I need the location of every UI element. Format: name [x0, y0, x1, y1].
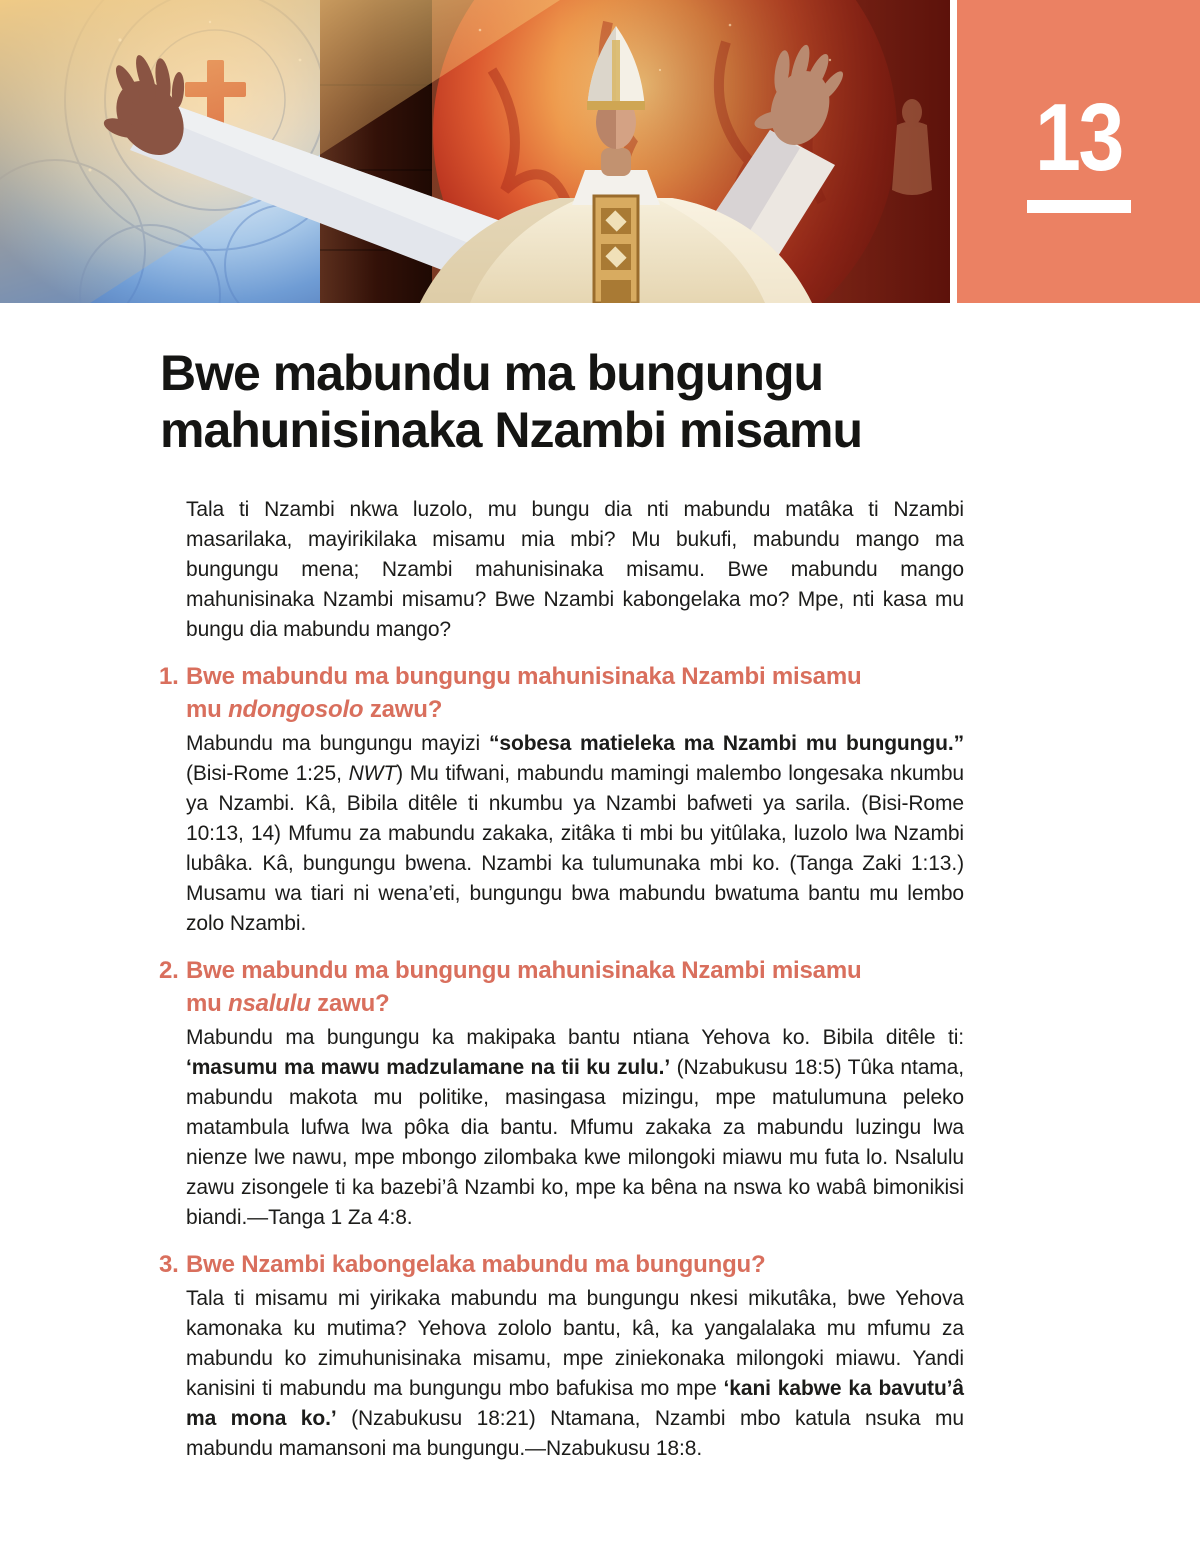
section-1-paragraph: Mabundu ma bungungu mayizi “sobesa matieleka ma Nzambi mu bungungu.” (Bisi-Rome 1:25, NWT) Mu tifwani, mabundu mamingi malembo longesaka nkumbu ya Nzambi. Kâ, Bibila ditêle ti nkumbu ya Nzambi bafweti ya sarila. (Bisi-Rome 10:13, 14) Mfumu za mabundu zakaka, zitâka ti mbi bu yitûlaka, luzolo lwa Nzambi lubâka. Kâ, bungungu bwena. Nzambi ka tulumunaka mbi ko. (Tanga Zaki 1:13.) Musamu wa tiari ni wena’eti, bungungu bwa mabundu bwatuma bantu mu lembo zolo Nzambi. [186, 732, 964, 935]
section-2-heading-line2: mu nsalulu zawu? [186, 990, 390, 1017]
section-2 [159, 954, 964, 1233]
section-3-number: 3. [159, 1251, 179, 1278]
header-photo [0, 0, 950, 303]
page-title-line2: mahunisinaka Nzambi misamu [160, 402, 863, 458]
section-1-number: 1. [159, 663, 179, 690]
page-title [160, 345, 963, 459]
section-1 [159, 660, 964, 939]
section-3-heading-line1: Bwe Nzambi kabongelaka mabundu ma bungungu? [186, 1251, 766, 1278]
lesson-content [159, 495, 964, 1464]
chapter-underline [1027, 200, 1131, 213]
section-2-number: 2. [159, 957, 179, 984]
intro-paragraph: Tala ti Nzambi nkwa luzolo, mu bungu dia nti mabundu matâka ti Nzambi masarilaka, mayirikilaka misamu mia mbi? Mu bukufi, mabundu mango ma bungungu mena; Nzambi mahunisinaka misamu. Bwe mabundu mango mahunisinaka Nzambi misamu? Bwe Nzambi kabongelaka mo? Mpe, nti kasa mu bungu dia mabundu mango? [186, 498, 964, 641]
church-scene-illustration [0, 0, 950, 303]
page-header [0, 0, 1200, 303]
section-2-heading-line1: Bwe mabundu ma bungungu mahunisinaka Nzambi misamu [186, 957, 862, 984]
gold-stole [594, 196, 638, 303]
page-title-line1: Bwe mabundu ma bungungu [160, 345, 824, 401]
section-2-paragraph: Mabundu ma bungungu ka makipaka bantu ntiana Yehova ko. Bibila ditêle ti: ‘masumu ma mawu madzulamane na tii ku zulu.’ (Nzabukusu 18:5) Tûka ntama, mabundu makota mu politike, masingasa mizingu, mpe matulumuna peleko matambula lufwa lwa pôka dia bantu. Mfumu zakaka za mabundu luzingu lwa nienze lwe nawu, mpe mbongo zilombaka kwe milongoki miawu mu futa lo. Nsalulu zawu zisongele ti ka bazebi’â Nzambi ko, mpe ka bêna na nswa ko wabâ bimonikisi biandi.—Tanga 1 Za 4:8. [186, 1026, 964, 1229]
section-3-heading [159, 1248, 964, 1281]
section-1-heading-line1: Bwe mabundu ma bungungu mahunisinaka Nzambi misamu [186, 663, 862, 690]
section-3-paragraph: Tala ti misamu mi yirikaka mabundu ma bungungu nkesi mikutâka, bwe Yehova kamonaka ku mutima? Yehova zololo bantu, kâ, ka yangalalaka mu mfumu za mabundu ko zimuhunisinaka misamu, mpe ziniekonaka milongoki miawu. Yandi kanisini ti mabundu ma bungungu mbo bafukisa mo mpe ‘kani kabwe ka bavutu’â ma mona ko.’ (Nzabukusu 18:21) Ntamana, Nzambi mbo katula nsuka mu mabundu mamansoni ma bungungu.—Nzabukusu 18:8. [186, 1287, 964, 1460]
chapter-number: 13 [1035, 84, 1122, 191]
chapter-number-block [957, 0, 1200, 303]
section-1-heading [159, 660, 964, 726]
section-3 [159, 1248, 964, 1464]
section-1-heading-line2: mu ndongosolo zawu? [186, 696, 443, 723]
section-2-heading [159, 954, 964, 1020]
bishop-neck [601, 148, 631, 176]
